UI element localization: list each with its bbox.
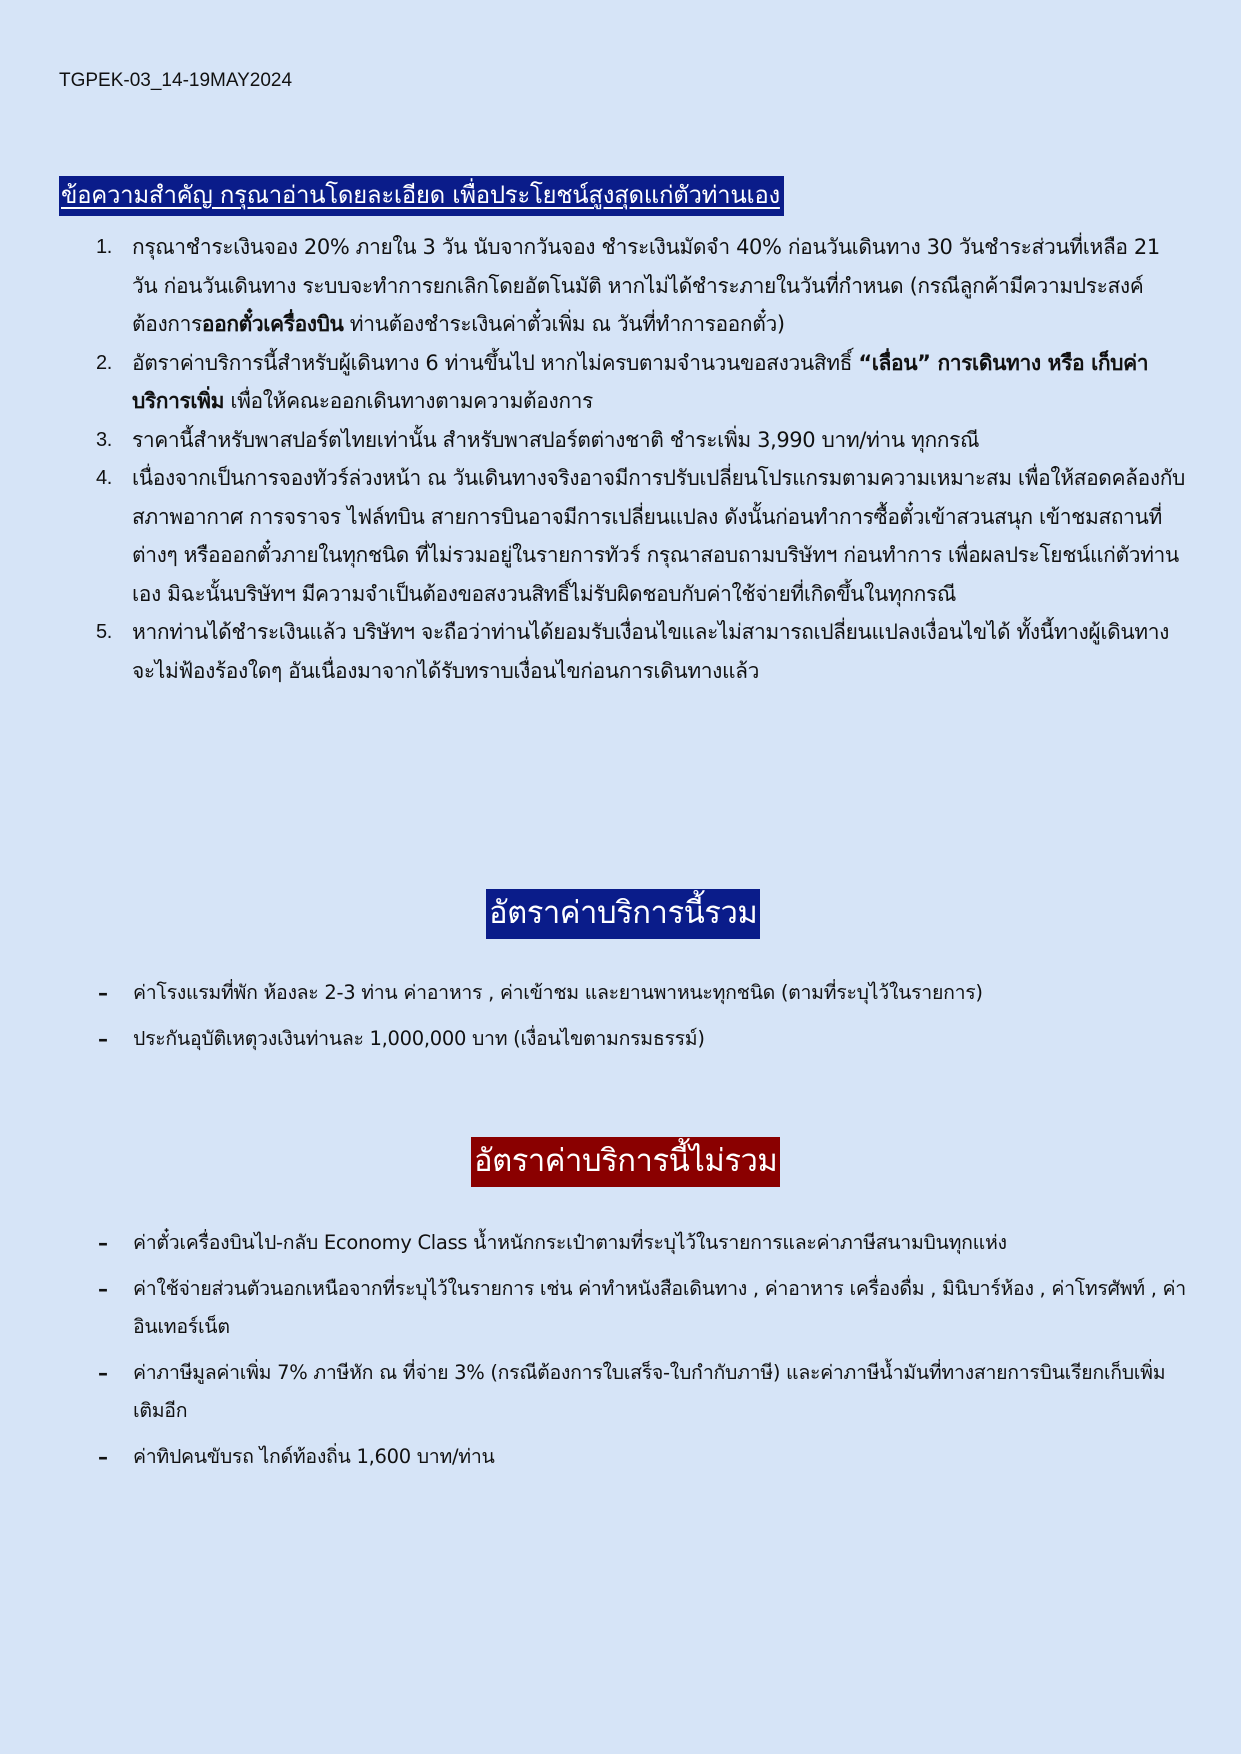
term-bold-text: ออกตั๋วเครื่องบิน: [201, 312, 344, 336]
excluded-services-list: [96, 1224, 1186, 1484]
term-number: 4.: [96, 467, 112, 489]
term-text-continued: เพื่อให้คณะออกเดินทางตามความต้องการ: [224, 389, 593, 413]
list-item-text: ประกันอุบัติเหตุวงเงินท่านละ 1,000,000 บาท (เงื่อนไขตามกรมธรรม์): [133, 1027, 705, 1050]
list-item: [96, 1270, 1186, 1346]
list-item-text: ค่าภาษีมูลค่าเพิ่ม 7% ภาษีหัก ณ ที่จ่าย 3% (กรณีต้องการใบเสร็จ-ใบกำกับภาษี) และค่าภาษีน้ำมันที่ทางสายการบินเรียกเก็บเพิ่มเติมอีก: [133, 1361, 1166, 1422]
included-services-heading: อัตราค่าบริการนี้รวม: [486, 889, 760, 939]
dash-bullet: –: [98, 1231, 108, 1255]
term-number: 3.: [96, 428, 112, 451]
included-services-list: [96, 974, 1186, 1066]
important-notice-heading: ข้อความสำคัญ กรุณาอ่านโดยละเอียด เพื่อประโยชน์สูงสุดแก่ตัวท่านเอง: [59, 176, 784, 216]
list-item-text: ค่าตั๋วเครื่องบินไป-กลับ Economy Class น้ำหนักกระเป๋าตามที่ระบุไว้ในรายการและค่าภาษีสนามบินทุกแห่ง: [133, 1231, 1007, 1254]
dash-bullet: –: [98, 1445, 108, 1469]
term-item: [96, 344, 1186, 421]
excluded-services-heading: อัตราค่าบริการนี้ไม่รวม: [471, 1137, 780, 1187]
document-code: TGPEK-03_14-19MAY2024: [59, 70, 293, 91]
term-text: กรุณาชำระเงินจอง 20% ภายใน 3 วัน นับจากวันจอง ชำระเงินมัดจำ 40% ก่อนวันเดินทาง 30 วันชำระส่วนที่เหลือ 21 วัน ก่อนวันเดินทาง ระบบจะทำการยกเลิกโดยอัตโนมัติ หากไม่ได้ชำระภายในวันที่กำหนด (กรณีลูกค้ามีความประสงค์ต้องการ: [132, 235, 1160, 336]
dash-bullet: –: [98, 1361, 108, 1385]
important-terms-list: [96, 228, 1186, 690]
term-item: [96, 421, 1186, 460]
term-text: ราคานี้สำหรับพาสปอร์ตไทยเท่านั้น สำหรับพาสปอร์ตต่างชาติ ชำระเพิ่ม 3,990 บาท/ท่าน ทุกกรณี: [132, 427, 980, 452]
term-item: [96, 228, 1186, 344]
term-number: 5.: [96, 621, 112, 643]
term-text: อัตราค่าบริการนี้สำหรับผู้เดินทาง 6 ท่านขึ้นไป หากไม่ครบตามจำนวนขอสงวนสิทธิ์: [132, 350, 859, 375]
list-item: [96, 1020, 1186, 1058]
term-number: 1.: [96, 236, 112, 258]
term-number: 2.: [96, 351, 112, 374]
dash-bullet: –: [98, 1027, 108, 1051]
list-item-text: ค่าโรงแรมที่พัก ห้องละ 2-3 ท่าน ค่าอาหาร , ค่าเข้าชม และยานพาหนะทุกชนิด (ตามที่ระบุไว้ในรายการ): [133, 981, 983, 1004]
list-item-text: ค่าทิปคนขับรถ ไกด์ท้องถิ่น 1,600 บาท/ท่าน: [133, 1445, 495, 1468]
term-item: [96, 459, 1186, 613]
term-bold-text: “เลื่อน” การเดินทาง หรือ เก็บค่าบริการเพิ่ม: [132, 350, 1149, 413]
term-item: [96, 613, 1186, 690]
list-item: [96, 1224, 1186, 1262]
term-text: หากท่านได้ชำระเงินแล้ว บริษัทฯ จะถือว่าท่านได้ยอมรับเงื่อนไขและไม่สามารถเปลี่ยนแปลงเงื่อนไขได้ ทั้งนี้ทางผู้เดินทางจะไม่ฟ้องร้องใดๆ อันเนื่องมาจากได้รับทราบเงื่อนไขก่อนการเดินทางแล้ว: [132, 620, 1169, 683]
term-text-continued: ท่านต้องชำระเงินค่าตั๋วเพิ่ม ณ วันที่ทำการออกตั๋ว): [343, 312, 785, 336]
list-item: [96, 1354, 1186, 1430]
dash-bullet: –: [98, 981, 108, 1005]
dash-bullet: –: [98, 1277, 108, 1301]
term-text: เนื่องจากเป็นการจองทัวร์ล่วงหน้า ณ วันเดินทางจริงอาจมีการปรับเปลี่ยนโปรแกรมตามความเหมาะสม เพื่อให้สอดคล้องกับสภาพอากาศ การจราจร ไฟล์ทบิน สายการบินอาจมีการเปลี่ยนแปลง ดังนั้นก่อนทำการซื้อตั๋วเข้าสวนสนุก เข้าชมสถานที่ต่างๆ หรือออกตั๋วภายในทุกชนิด ที่ไม่รวมอยู่ในรายการทัวร์ กรุณาสอบถามบริษัทฯ ก่อนทำการ เพื่อผลประโยชน์แก่ตัวท่านเอง มิฉะนั้นบริษัทฯ มีความจำเป็นต้องขอสงวนสิทธิ์ไม่รับผิดชอบกับค่าใช้จ่ายที่เกิดขึ้นในทุกกรณี: [132, 466, 1185, 606]
list-item: [96, 1438, 1186, 1476]
list-item: [96, 974, 1186, 1012]
list-item-text: ค่าใช้จ่ายส่วนตัวนอกเหนือจากที่ระบุไว้ในรายการ เช่น ค่าทำหนังสือเดินทาง , ค่าอาหาร เครื่องดื่ม , มินิบาร์ห้อง , ค่าโทรศัพท์ , ค่าอินเทอร์เน็ต: [133, 1277, 1186, 1338]
